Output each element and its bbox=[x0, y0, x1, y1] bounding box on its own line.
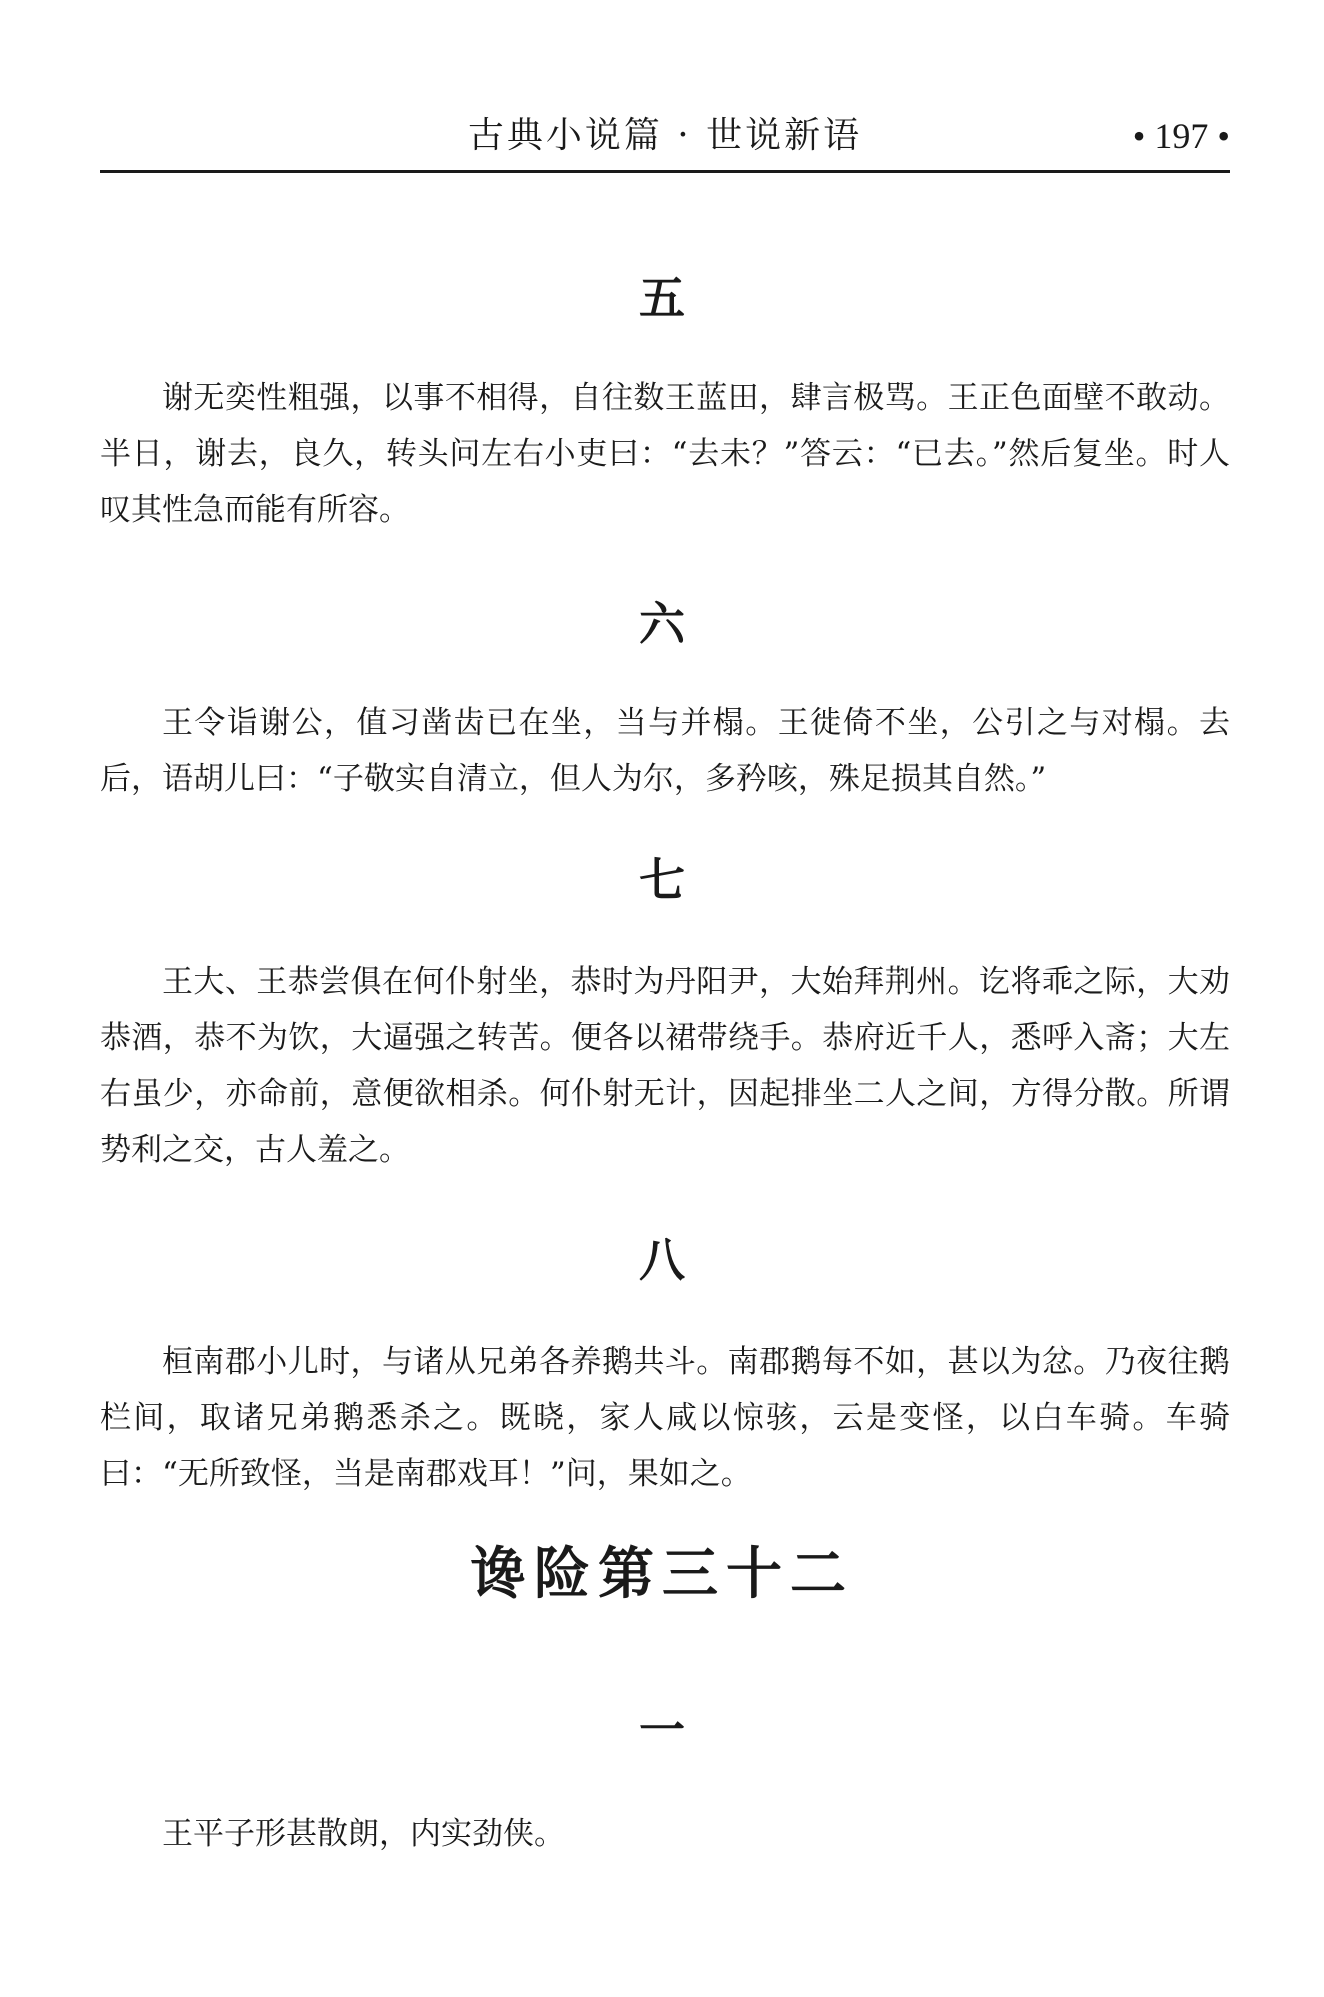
section-text-1: 王平子形甚散朗，内实劲侠。 bbox=[162, 1816, 565, 1852]
header-rule bbox=[100, 170, 1230, 173]
section-heading-5: 五 bbox=[639, 271, 685, 325]
section-heading-8: 八 bbox=[639, 1233, 685, 1287]
section-heading-7: 七 bbox=[639, 853, 685, 907]
running-title: 古典小说篇 · 世说新语 bbox=[467, 115, 863, 156]
section-text-5: 谢无奕性粗强，以事不相得，自往数王蓝田，肆言极骂。王正色面壁不敢动。半日，谢去，良久，转头问左右小吏曰：“去未？”答云：“已去。”然后复坐。时人叹其性急而能有所容。 bbox=[100, 380, 1230, 528]
running-head bbox=[100, 108, 1230, 168]
section-text-7: 王大、王恭尝俱在何仆射坐，恭时为丹阳尹，大始拜荆州。讫将乖之际，大劝恭酒，恭不为饮，大逼强之转苦。便各以裙带绕手。恭府近千人，悉呼入斋；大左右虽少，亦命前，意便欲相杀。何仆射无计，因起排坐二人之间，方得分散。所谓势利之交，古人羞之。 bbox=[100, 964, 1230, 1168]
section-text-8: 桓南郡小儿时，与诸从兄弟各养鹅共斗。南郡鹅每不如，甚以为忿。乃夜往鹅栏间，取诸兄弟鹅悉杀之。既晓，家人咸以惊骇，云是变怪，以白车骑。车骑曰：“无所致怪，当是南郡戏耳！”问，果如之。 bbox=[100, 1344, 1230, 1492]
section-heading-6: 六 bbox=[639, 597, 685, 651]
page-number: • 197 • bbox=[1132, 116, 1230, 156]
section-text-6: 王令诣谢公，值习凿齿已在坐，当与并榻。王徙倚不坐，公引之与对榻。去后，语胡儿曰：“子敬实自清立，但人为尔，多矜咳，殊足损其自然。” bbox=[100, 705, 1230, 797]
section-heading-1: 一 bbox=[639, 1703, 685, 1757]
chapter-title: 谗险第三十二 bbox=[470, 1542, 854, 1607]
